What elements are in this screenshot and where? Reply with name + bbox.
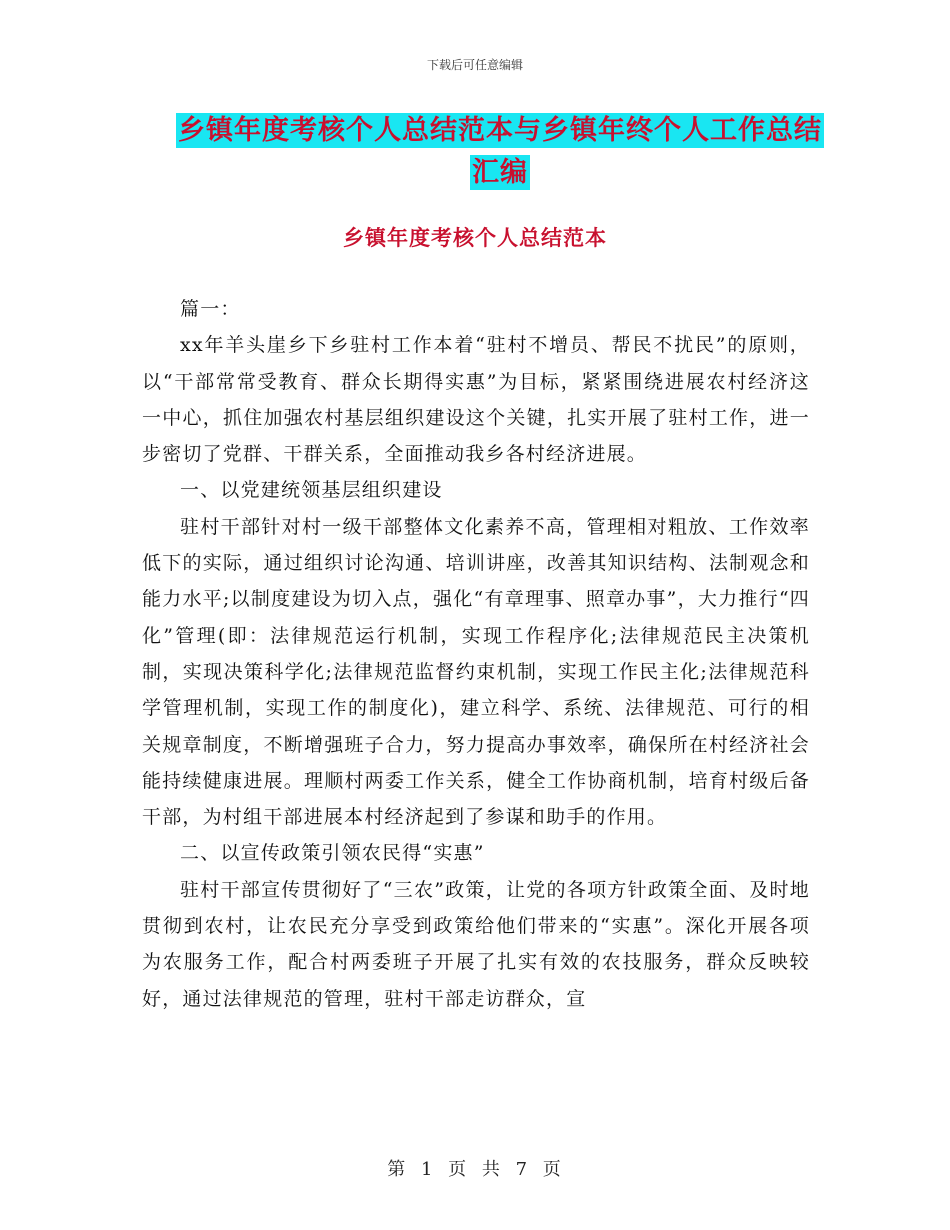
document-body xyxy=(142,291,810,1017)
section-title: 乡镇年度考核个人总结范本 xyxy=(343,226,607,250)
page-footer: 第 1 页 共 7 页 xyxy=(387,1159,563,1180)
paragraph-chapter-label: 篇一： xyxy=(180,298,241,320)
paragraph-body-2: 驻村干部宣传贯彻好了“三农”政策，让党的各项方针政策全面、及时地贯彻到农村，让农民充分享受到政策给他们带来的“实惠”。深化开展各项为农服务工作，配合村两委班子开展了扎实有效的农技服务，群众反映较好，通过法律规范的管理，驻村干部走访群众，宣 xyxy=(142,878,810,1010)
page-header-note: 下载后可任意编辑 xyxy=(426,58,523,72)
paragraph-heading-1: 一、以党建统领基层组织建设 xyxy=(180,479,443,502)
document-title-line2: 汇编 xyxy=(472,157,528,188)
paragraph-heading-2: 二、以宣传政策引领农民得“实惠” xyxy=(180,842,485,865)
paragraph-body-1: 驻村干部针对村一级干部整体文化素养不高，管理相对粗放、工作效率低下的实际，通过组织讨论沟通、培训讲座，改善其知识结构、法制观念和能力水平;以制度建设为切入点，强化“有章理事、照章办事”，大力推行“四化”管理(即：法律规范运行机制，实现工作程序化;法律规范民主决策机制，实现决策科学化;法律规范监督约束机制，实现工作民主化;法律规范科学管理机制，实现工作的制度化)，建立科学、系统、法律规范、可行的相关规章制度，不断增强班子合力，努力提高办事效率，确保所在村经济社会能持续健康进展。理顺村两委工作关系，健全工作协商机制，培育村级后备干部，为村组干部进展本村经济起到了参谋和助手的作用。 xyxy=(142,515,810,829)
document-title-line1: 乡镇年度考核个人总结范本与乡镇年终个人工作总结 xyxy=(178,115,822,146)
paragraph-intro: xx年羊头崖乡下乡驻村工作本着“驻村不增员、帮民不扰民”的原则，以“干部常常受教育、群众长期得实惠”为目标，紧紧围绕进展农村经济这一中心，抓住加强农村基层组织建设这个关键，扎实开展了驻村工作，进一步密切了党群、干群关系，全面推动我乡各村经济进展。 xyxy=(142,334,810,466)
document-title xyxy=(140,110,860,194)
